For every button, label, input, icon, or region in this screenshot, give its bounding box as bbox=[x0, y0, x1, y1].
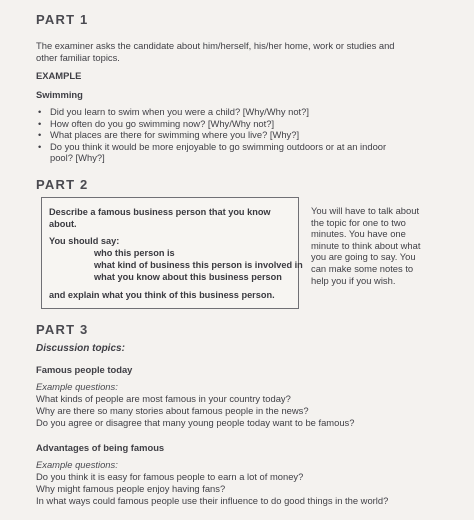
part2-title: PART 2 bbox=[36, 177, 89, 192]
topic-heading: Swimming bbox=[36, 89, 83, 100]
list-item bbox=[36, 106, 446, 118]
example-questions-label: Example questions: bbox=[36, 459, 118, 470]
cue-card-point: what kind of business this person is involved in bbox=[94, 260, 303, 270]
list-item bbox=[36, 141, 446, 153]
bullet-icon: • bbox=[38, 106, 42, 117]
cue-card bbox=[41, 197, 303, 309]
list-item bbox=[36, 118, 446, 130]
cue-card-heading: Describe a famous business person that you know bbox=[49, 207, 271, 217]
question-text: pool? [Why?] bbox=[50, 152, 105, 164]
bullet-icon: • bbox=[38, 129, 42, 141]
bullet-icon: • bbox=[38, 140, 42, 152]
question-line: Do you think it is easy for famous people to earn a lot of money? bbox=[36, 471, 304, 482]
question-line: Do you agree or disagree that many young people today want to be famous? bbox=[36, 417, 355, 428]
question-text: Did you learn to swim when you were a child? [Why/Why not?] bbox=[50, 106, 309, 117]
question-line: Why are there so many stories about famous people in the news? bbox=[36, 405, 309, 416]
bullet-icon: • bbox=[38, 117, 42, 129]
cue-card-heading-cont: about. bbox=[49, 219, 77, 229]
part3-title: PART 3 bbox=[36, 322, 89, 337]
part1-intro-line2: other familiar topics. bbox=[36, 52, 120, 63]
cue-card-point: what you know about this business person bbox=[94, 272, 282, 282]
question-line: What kinds of people are most famous in your country today? bbox=[36, 393, 291, 404]
cue-card-closing: and explain what you think of this business person. bbox=[49, 290, 275, 300]
topic-heading: Advantages of being famous bbox=[36, 442, 165, 453]
topic-heading: Famous people today bbox=[36, 364, 133, 375]
part1-question-list bbox=[36, 106, 446, 164]
example-questions-label: Example questions: bbox=[36, 381, 118, 392]
question-line: Why might famous people enjoy having fans? bbox=[36, 483, 226, 494]
question-line: In what ways could famous people use their influence to do good things in the world? bbox=[36, 495, 389, 506]
question-text: How often do you go swimming now? [Why/Why not?] bbox=[50, 117, 275, 129]
example-label: EXAMPLE bbox=[36, 70, 82, 81]
cue-card-should-say: You should say: bbox=[49, 236, 120, 246]
cue-card-point: who this person is bbox=[94, 248, 175, 258]
part2-side-note: You will have to talk about the topic for one to two minutes. You have one minute to think about what you are going to say. You can make some notes to help you if you wish. bbox=[311, 205, 421, 286]
list-item bbox=[36, 129, 446, 141]
question-text: Do you think it would be more enjoyable to go swimming outdoors or at an indoor bbox=[50, 140, 387, 152]
part1-title: PART 1 bbox=[36, 12, 89, 27]
list-item-continuation bbox=[36, 152, 446, 164]
part1-intro-line1: The examiner asks the candidate about him/herself, his/her home, work or studies and bbox=[36, 40, 395, 51]
question-text: What places are there for swimming where you live? [Why?] bbox=[50, 129, 300, 141]
discussion-label: Discussion topics: bbox=[36, 343, 125, 354]
